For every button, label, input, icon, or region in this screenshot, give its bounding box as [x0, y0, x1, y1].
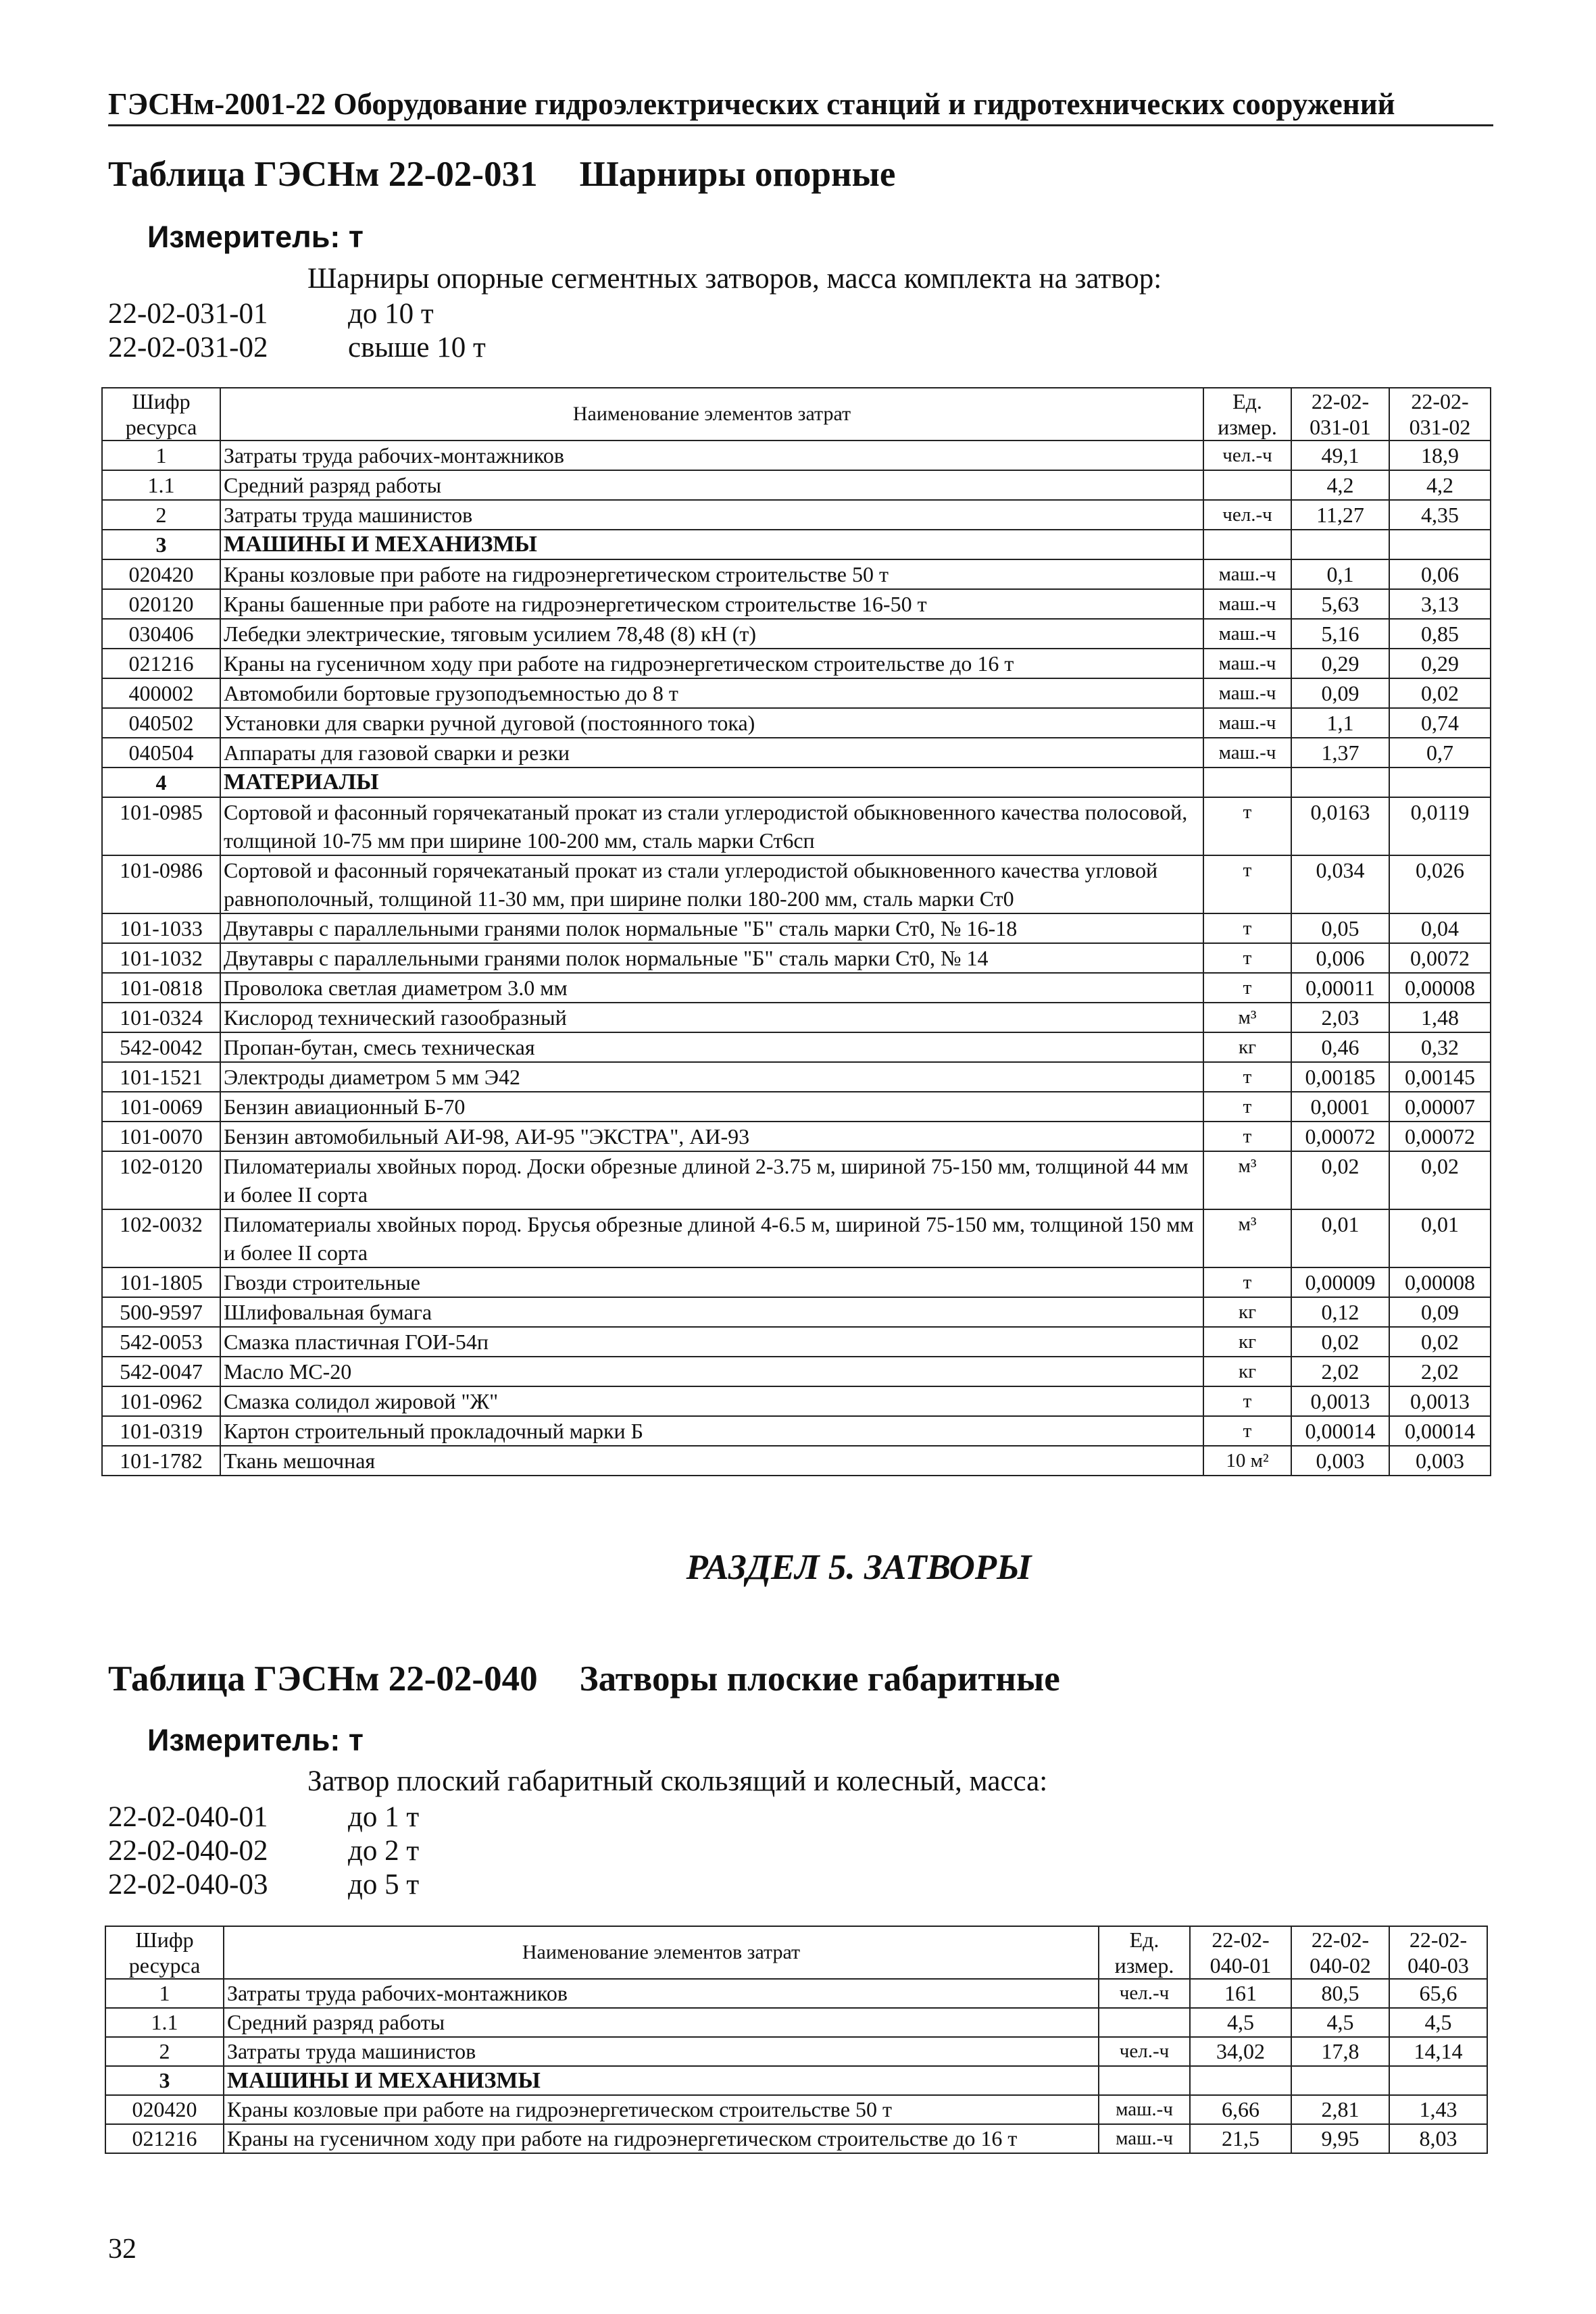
row-value-2: 0,0119	[1389, 797, 1491, 855]
row-code: 3	[105, 2066, 224, 2095]
row-code: 020420	[102, 559, 220, 589]
row-unit: т	[1203, 797, 1291, 855]
row-value-2: 1,48	[1389, 1003, 1491, 1032]
row-value-2: 0,00145	[1389, 1062, 1491, 1092]
row-value-3: 65,6	[1389, 1979, 1487, 2008]
row-code: 102-0120	[102, 1151, 220, 1209]
row-value-1: 161	[1190, 1979, 1291, 2008]
row-value-2: 17,8	[1291, 2037, 1389, 2066]
row-name: Затраты труда рабочих-монтажников	[224, 1979, 1099, 2008]
row-value-2	[1291, 2066, 1389, 2095]
row-name: Двутавры с параллельными гранями полок нормальные "Б" сталь марки Ст0, № 16-18	[220, 913, 1203, 943]
row-value-2: 4,2	[1389, 470, 1491, 500]
row-name: Пропан-бутан, смесь техническая	[220, 1032, 1203, 1062]
table-row	[102, 1062, 1491, 1092]
row-name: Гвозди строительные	[220, 1267, 1203, 1297]
table-row	[102, 1416, 1491, 1446]
running-header: ГЭСНм-2001-22 Оборудование гидроэлектрических станций и гидротехнических сооружений	[108, 86, 1493, 126]
row-name: Шлифовальная бумага	[220, 1297, 1203, 1327]
header-code: Шифр ресурса	[102, 388, 220, 441]
table1-unit: Измеритель: т	[147, 220, 364, 254]
row-value-1: 0,00185	[1291, 1062, 1389, 1092]
row-code: 020420	[105, 2095, 224, 2124]
table-row	[102, 589, 1491, 619]
row-value-3: 8,03	[1389, 2124, 1487, 2153]
row-value-2: 2,02	[1389, 1357, 1491, 1386]
row-value-2: 0,02	[1389, 678, 1491, 708]
row-name: Краны башенные при работе на гидроэнергетическом строительстве 16-50 т	[220, 589, 1203, 619]
row-value-2: 0,74	[1389, 708, 1491, 738]
row-value-2	[1389, 530, 1491, 559]
table-row	[102, 1327, 1491, 1357]
row-code: 101-1032	[102, 943, 220, 973]
row-value-2: 9,95	[1291, 2124, 1389, 2153]
row-value-1: 0,006	[1291, 943, 1389, 973]
row-code: 2	[105, 2037, 224, 2066]
table-row	[102, 559, 1491, 589]
row-unit: 10 м²	[1203, 1446, 1291, 1476]
row-unit: маш.-ч	[1203, 649, 1291, 678]
table-row	[105, 1979, 1487, 2008]
row-unit: кг	[1203, 1357, 1291, 1386]
row-name: Сортовой и фасонный горячекатаный прокат из стали углеродистой обыкновенного качества угловой равнополочный, толщиной 11-30 мм, при ширине полки 180-200 мм, сталь марки Ст0	[220, 855, 1203, 913]
table-row	[102, 1386, 1491, 1416]
table1-intro: Шарниры опорные сегментных затворов, масса комплекта на затвор:	[307, 263, 1162, 295]
row-value-1: 6,66	[1190, 2095, 1291, 2124]
row-unit: т	[1203, 1122, 1291, 1151]
row-code: 542-0042	[102, 1032, 220, 1062]
row-name: Масло МС-20	[220, 1357, 1203, 1386]
row-name: Установки для сварки ручной дуговой (постоянного тока)	[220, 708, 1203, 738]
row-value-1: 0,00011	[1291, 973, 1389, 1003]
table1-header-row	[102, 388, 1491, 441]
row-value-2: 0,02	[1389, 1327, 1491, 1357]
table-row	[102, 678, 1491, 708]
row-unit: м³	[1203, 1209, 1291, 1267]
table-row	[105, 2124, 1487, 2153]
table1	[101, 387, 1491, 1476]
row-name: Кислород технический газообразный	[220, 1003, 1203, 1032]
row-name: Краны козловые при работе на гидроэнергетическом строительстве 50 т	[224, 2095, 1099, 2124]
row-code: 101-0986	[102, 855, 220, 913]
row-value-3	[1389, 2066, 1487, 2095]
row-name: Смазка пластичная ГОИ-54п	[220, 1327, 1203, 1357]
table-row	[102, 1297, 1491, 1327]
row-value-1: 2,03	[1291, 1003, 1389, 1032]
row-name: МАТЕРИАЛЫ	[220, 768, 1203, 797]
row-unit: т	[1203, 1062, 1291, 1092]
row-code: 1.1	[105, 2008, 224, 2037]
row-value-1: 2,02	[1291, 1357, 1389, 1386]
table-row	[102, 1003, 1491, 1032]
row-value-2: 0,0013	[1389, 1386, 1491, 1416]
row-code: 101-1782	[102, 1446, 220, 1476]
row-code: 1	[102, 441, 220, 470]
row-value-1: 0,02	[1291, 1327, 1389, 1357]
table-row	[102, 708, 1491, 738]
row-value-3: 4,5	[1389, 2008, 1487, 2037]
table-row	[102, 1151, 1491, 1209]
row-unit: т	[1203, 943, 1291, 973]
row-value-1: 0,003	[1291, 1446, 1389, 1476]
row-value-2: 0,04	[1389, 913, 1491, 943]
row-code: 101-0070	[102, 1122, 220, 1151]
row-value-1: 0,02	[1291, 1151, 1389, 1209]
row-name: Затраты труда машинистов	[224, 2037, 1099, 2066]
table2-title-code: Таблица ГЭСНм 22-02-040	[108, 1659, 538, 1699]
section-row	[105, 2066, 1487, 2095]
row-name: Краны на гусеничном ходу при работе на гидроэнергетическом строительстве до 16 т	[224, 2124, 1099, 2153]
header-unit: Ед. измер.	[1099, 1926, 1190, 1979]
row-unit	[1099, 2066, 1190, 2095]
row-unit: т	[1203, 1386, 1291, 1416]
row-name: Смазка солидол жировой "Ж"	[220, 1386, 1203, 1416]
table-row	[102, 797, 1491, 855]
row-code: 101-0069	[102, 1092, 220, 1122]
row-unit	[1203, 530, 1291, 559]
row-value-1: 0,05	[1291, 913, 1389, 943]
row-name: Затраты труда рабочих-монтажников	[220, 441, 1203, 470]
row-unit: маш.-ч	[1203, 738, 1291, 768]
row-code: 2	[102, 500, 220, 530]
table-row	[102, 943, 1491, 973]
row-value-1	[1291, 530, 1389, 559]
row-value-2: 0,003	[1389, 1446, 1491, 1476]
row-value-2: 0,00008	[1389, 1267, 1491, 1297]
table-row	[102, 1267, 1491, 1297]
row-name: Средний разряд работы	[224, 2008, 1099, 2037]
row-value-1: 0,46	[1291, 1032, 1389, 1062]
row-value-3: 1,43	[1389, 2095, 1487, 2124]
row-value-1: 0,01	[1291, 1209, 1389, 1267]
table2-header-row	[105, 1926, 1487, 1979]
row-name: МАШИНЫ И МЕХАНИЗМЫ	[220, 530, 1203, 559]
table2-title-name: Затворы плоские габаритные	[579, 1659, 1060, 1699]
page-number: 32	[108, 2234, 136, 2265]
row-value-2: 0,06	[1389, 559, 1491, 589]
row-unit: маш.-ч	[1099, 2095, 1190, 2124]
table-row	[105, 2095, 1487, 2124]
row-name: Пиломатериалы хвойных пород. Брусья обрезные длиной 4-6.5 м, шириной 75-150 мм, толщиной 150 мм и более II сорта	[220, 1209, 1203, 1267]
row-value-2: 0,32	[1389, 1032, 1491, 1062]
row-value-1: 0,00014	[1291, 1416, 1389, 1446]
section-heading: РАЗДЕЛ 5. ЗАТВОРЫ	[686, 1548, 1032, 1587]
table-row	[102, 619, 1491, 649]
table-row	[102, 470, 1491, 500]
row-value-2: 0,7	[1389, 738, 1491, 768]
row-value-1: 11,27	[1291, 500, 1389, 530]
row-code: 030406	[102, 619, 220, 649]
row-unit: чел.-ч	[1203, 441, 1291, 470]
row-value-2: 0,85	[1389, 619, 1491, 649]
row-name: Проволока светлая диаметром 3.0 мм	[220, 973, 1203, 1003]
row-value-2: 0,00008	[1389, 973, 1491, 1003]
header-col-1: 22-02-031-01	[1291, 388, 1389, 441]
row-unit: т	[1203, 973, 1291, 1003]
row-code: 021216	[105, 2124, 224, 2153]
row-value-1: 0,12	[1291, 1297, 1389, 1327]
row-unit: маш.-ч	[1099, 2124, 1190, 2153]
row-value-2: 0,29	[1389, 649, 1491, 678]
row-value-1: 0,00072	[1291, 1122, 1389, 1151]
row-value-1: 49,1	[1291, 441, 1389, 470]
row-unit: кг	[1203, 1327, 1291, 1357]
row-value-1	[1291, 768, 1389, 797]
row-value-1: 0,09	[1291, 678, 1389, 708]
header-name: Наименование элементов затрат	[220, 388, 1203, 441]
row-code: 101-0962	[102, 1386, 220, 1416]
table1-title-code: Таблица ГЭСНм 22-02-031	[108, 155, 538, 194]
row-value-1: 0,00009	[1291, 1267, 1389, 1297]
row-unit	[1099, 2008, 1190, 2037]
row-code: 101-0985	[102, 797, 220, 855]
row-code: 4	[102, 768, 220, 797]
row-name: Картон строительный прокладочный марки Б	[220, 1416, 1203, 1446]
row-value-2: 0,01	[1389, 1209, 1491, 1267]
header-code: Шифр ресурса	[105, 1926, 224, 1979]
table1-title	[108, 154, 895, 195]
row-code: 040502	[102, 708, 220, 738]
row-unit: т	[1203, 913, 1291, 943]
table2-intro: Затвор плоский габаритный скользящий и колесный, масса:	[307, 1765, 1048, 1797]
row-value-2: 0,09	[1389, 1297, 1491, 1327]
header-col-2: 22-02-040-02	[1291, 1926, 1389, 1979]
table-row	[102, 1092, 1491, 1122]
row-unit: маш.-ч	[1203, 619, 1291, 649]
row-unit: т	[1203, 1416, 1291, 1446]
row-code: 1.1	[102, 470, 220, 500]
row-unit: маш.-ч	[1203, 559, 1291, 589]
row-value-1: 34,02	[1190, 2037, 1291, 2066]
row-unit: т	[1203, 1092, 1291, 1122]
table-row	[102, 1357, 1491, 1386]
row-code: 020120	[102, 589, 220, 619]
row-name: Двутавры с параллельными гранями полок нормальные "Б" сталь марки Ст0, № 14	[220, 943, 1203, 973]
row-name: Средний разряд работы	[220, 470, 1203, 500]
row-code: 102-0032	[102, 1209, 220, 1267]
table-row	[105, 2008, 1487, 2037]
row-code: 500-9597	[102, 1297, 220, 1327]
row-unit: маш.-ч	[1203, 708, 1291, 738]
row-name: Бензин авиационный Б-70	[220, 1092, 1203, 1122]
row-unit	[1203, 470, 1291, 500]
row-value-1: 4,5	[1190, 2008, 1291, 2037]
row-name: Электроды диаметром 5 мм Э42	[220, 1062, 1203, 1092]
table-row	[102, 973, 1491, 1003]
row-name: Затраты труда машинистов	[220, 500, 1203, 530]
row-value-2: 4,35	[1389, 500, 1491, 530]
row-value-1: 21,5	[1190, 2124, 1291, 2153]
row-unit: кг	[1203, 1032, 1291, 1062]
table-row	[102, 738, 1491, 768]
row-code: 101-1521	[102, 1062, 220, 1092]
table-row	[102, 500, 1491, 530]
row-value-2: 80,5	[1291, 1979, 1389, 2008]
header-col-1: 22-02-040-01	[1190, 1926, 1291, 1979]
row-unit: т	[1203, 855, 1291, 913]
table2-title	[108, 1659, 1060, 1699]
row-unit: т	[1203, 1267, 1291, 1297]
row-value-2: 18,9	[1389, 441, 1491, 470]
row-value-3: 14,14	[1389, 2037, 1487, 2066]
row-name: Краны козловые при работе на гидроэнергетическом строительстве 50 т	[220, 559, 1203, 589]
row-unit: кг	[1203, 1297, 1291, 1327]
table-row	[105, 2037, 1487, 2066]
row-name: Сортовой и фасонный горячекатаный прокат из стали углеродистой обыкновенного качества полосовой, толщиной 10-75 мм при ширине 100-200 мм, сталь марки Ст6сп	[220, 797, 1203, 855]
row-value-2: 4,5	[1291, 2008, 1389, 2037]
row-name: Краны на гусеничном ходу при работе на гидроэнергетическом строительстве до 16 т	[220, 649, 1203, 678]
row-value-1: 0,034	[1291, 855, 1389, 913]
row-value-2	[1389, 768, 1491, 797]
header-unit: Ед. измер.	[1203, 388, 1291, 441]
row-unit: м³	[1203, 1151, 1291, 1209]
table-row	[102, 1032, 1491, 1062]
row-unit: м³	[1203, 1003, 1291, 1032]
table-row	[102, 1446, 1491, 1476]
row-value-1: 1,37	[1291, 738, 1389, 768]
table-row	[102, 441, 1491, 470]
row-value-1: 5,16	[1291, 619, 1389, 649]
row-unit: чел.-ч	[1099, 2037, 1190, 2066]
row-code: 1	[105, 1979, 224, 2008]
section-row	[102, 530, 1491, 559]
table-row	[102, 913, 1491, 943]
row-code: 021216	[102, 649, 220, 678]
row-unit: маш.-ч	[1203, 678, 1291, 708]
row-code: 101-0324	[102, 1003, 220, 1032]
row-name: Аппараты для газовой сварки и резки	[220, 738, 1203, 768]
row-value-1: 0,0013	[1291, 1386, 1389, 1416]
row-value-1: 0,29	[1291, 649, 1389, 678]
header-name: Наименование элементов затрат	[224, 1926, 1099, 1979]
row-code: 101-1033	[102, 913, 220, 943]
row-value-2: 2,81	[1291, 2095, 1389, 2124]
row-value-2: 0,0072	[1389, 943, 1491, 973]
row-code: 101-0818	[102, 973, 220, 1003]
row-code: 040504	[102, 738, 220, 768]
row-value-1: 5,63	[1291, 589, 1389, 619]
row-unit	[1203, 768, 1291, 797]
section-row	[102, 768, 1491, 797]
row-name: МАШИНЫ И МЕХАНИЗМЫ	[224, 2066, 1099, 2095]
table-row	[102, 855, 1491, 913]
row-value-1: 4,2	[1291, 470, 1389, 500]
table-row	[102, 1122, 1491, 1151]
row-code: 400002	[102, 678, 220, 708]
header-col-2: 22-02-031-02	[1389, 388, 1491, 441]
row-name: Ткань мешочная	[220, 1446, 1203, 1476]
table-row	[102, 649, 1491, 678]
table1-title-name: Шарниры опорные	[579, 155, 896, 194]
row-code: 542-0053	[102, 1327, 220, 1357]
row-unit: маш.-ч	[1203, 589, 1291, 619]
row-value-2: 0,00014	[1389, 1416, 1491, 1446]
row-value-2: 3,13	[1389, 589, 1491, 619]
row-value-1: 0,1	[1291, 559, 1389, 589]
row-unit: чел.-ч	[1099, 1979, 1190, 2008]
table2-unit: Измеритель: т	[147, 1723, 364, 1757]
row-value-1: 0,0163	[1291, 797, 1389, 855]
header-col-3: 22-02-040-03	[1389, 1926, 1487, 1979]
row-value-2: 0,02	[1389, 1151, 1491, 1209]
row-name: Лебедки электрические, тяговым усилием 78,48 (8) кН (т)	[220, 619, 1203, 649]
row-value-1	[1190, 2066, 1291, 2095]
row-code: 101-1805	[102, 1267, 220, 1297]
row-code: 542-0047	[102, 1357, 220, 1386]
row-value-1: 0,0001	[1291, 1092, 1389, 1122]
row-value-2: 0,00072	[1389, 1122, 1491, 1151]
row-name: Пиломатериалы хвойных пород. Доски обрезные длиной 2-3.75 м, шириной 75-150 мм, толщиной 44 мм и более II сорта	[220, 1151, 1203, 1209]
row-value-2: 0,026	[1389, 855, 1491, 913]
table2	[105, 1926, 1488, 2154]
table-row	[102, 1209, 1491, 1267]
row-unit: чел.-ч	[1203, 500, 1291, 530]
row-name: Бензин автомобильный АИ-98, АИ-95 "ЭКСТРА", АИ-93	[220, 1122, 1203, 1151]
row-code: 101-0319	[102, 1416, 220, 1446]
row-value-1: 1,1	[1291, 708, 1389, 738]
row-name: Автомобили бортовые грузоподъемностью до 8 т	[220, 678, 1203, 708]
row-value-2: 0,00007	[1389, 1092, 1491, 1122]
row-code: 3	[102, 530, 220, 559]
